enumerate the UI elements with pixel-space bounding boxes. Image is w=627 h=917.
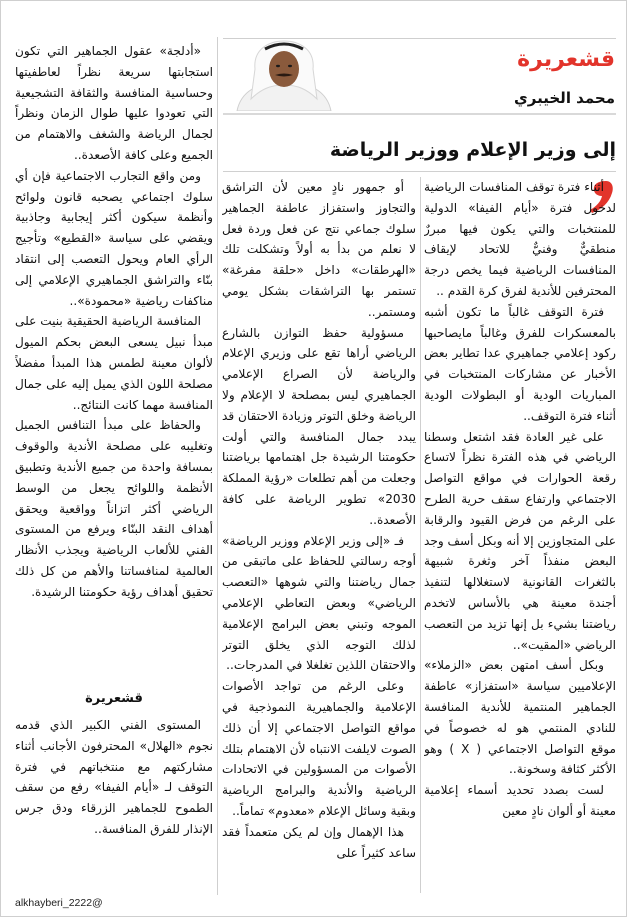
paragraph: والحفاظ على مبدأ التنافس الجميل وتغليبه على مصلحة الأندية والوقوف بمسافة واحدة من جميع الأندية وتطبيق الأنظمة واللوائح يجعل من الوسط الرياضي أكثر اتزاناً وواقعية ويحقق أهداف النقد البنّاء ويرفع من المستوى الفني للألعاب الرياضية ويجذب الأنظار العالمية لمنافساتنا والأهم من كل ذلك تحقيق أهداف رؤية حكومتنا الرشيدة. bbox=[15, 418, 213, 599]
article-column-right bbox=[424, 177, 616, 891]
paragraph: لست بصدد تحديد أسماء إعلامية معينة أو ألوان نادٍ معين bbox=[424, 783, 616, 818]
article-headline: إلى وزير الإعلام ووزير الرياضة bbox=[329, 139, 616, 161]
paragraph: وعلى الرغم من تواجد الأصوات الإعلامية والجماهيرية النموذجية في مواقع التواصل الاجتماعي إلا أن ذلك الصوت لايلفت الانتباه لأن الاهتمام بتلك الأصوات من المسؤولين في الاتحادات الرياضية والأندية والبرامج الرياضية وبقية وسائل الإعلام «معدوم» تماماً.. bbox=[222, 679, 416, 818]
column-divider bbox=[420, 177, 421, 893]
paragraph: ومن واقع التجارب الاجتماعية فإن أي سلوك اجتماعي يصحبه قانون ولوائح وأنظمة سيكون أكثر إيجابية وجاذبية ويقضي على سياسة «القطيع» وتأجيج الرأي العام ويحول التعصب إلى انتقاد بنّاء والتراشق الجماهيري الإعلامي إلى مناكفات رياضية «محمودة».. bbox=[15, 168, 213, 308]
author-name: محمد الخيبري bbox=[514, 89, 615, 107]
header-divider bbox=[223, 113, 616, 115]
paragraph: مسؤولية حفظ التوازن بالشارع الرياضي أراها تقع على وزيري الإعلام والرياضة لأن الصراع الإعلامي الجماهيري ليس بمصلحة لا الإعلام ولا الرياضة وخلق التوتر وزيادة الاحتقان قد يبدد جمال المنافسة والتي أولت حكومتنا الرشيدة جل اهتمامها برياضتنا وجعلت من أهم تطلعات «رؤية المملكة 2030» تطوير الرياضة على كافة الأصعدة.. bbox=[222, 325, 416, 527]
paragraph: وبكل أسف امتهن بعض «الزملاء» الإعلاميين سياسة «استفزاز» عاطفة الجماهير المنتمية للأندية المنافسة للنادي المنتمي هو له خصوصاً في موقع التواصل الاجتماعي ( X ) وهو الأكثر كثافة وسخونة.. bbox=[424, 658, 616, 777]
twitter-handle: alkhayberi_2222@ bbox=[15, 897, 103, 909]
paragraph: على غير العادة فقد اشتعل وسطنا الرياضي في هذه الفترة نظراً لاتساع رقعة الحوارات في مواقع التواصل الاجتماعي وارتفاع سقف حرية الطرح على الرغم من فرض القيود والرقابة على المتجاوزين إلا أنه وبكل أسف وجد البعض منفذاً آخر وثغرة شبيهة بالثغرات القانونية لاستغلالها لتنفيذ أجندة معينة هي بالأساس لاتخدم رياضتنا بشيء بل إنها تزيد من التعصب الرياضي «المقيت».. bbox=[424, 429, 616, 652]
paragraph: المنافسة الرياضية الحقيقية بنيت على مبدأ نبيل يسعى البعض بحكم الميول لألوان معينة لطمس هذا المبدأ مفضلاً مصلحة اللون الذي يميل إليه على جمال المنافسة مهما كانت النتائج.. bbox=[15, 314, 213, 412]
article-column-middle bbox=[222, 177, 416, 891]
column-title: قشعريرة bbox=[517, 47, 615, 72]
paragraph: أثناء فترة توقف المنافسات الرياضية لدخول فترة «أيام الفيفا» الدولية للمنتخبات والتي يكون فيها مبررٌ منطقيٌّ وفنيٌّ للاتحاد لإيقاف المنافسات الرياضية فيما يخص درجة المحترفين للأندية لفرق كرة القدم .. bbox=[424, 180, 616, 298]
paragraph: أو جمهور نادٍ معين لأن التراشق والتجاوز واستفزاز عاطفة الجماهير سلوك جماعي نتج عن فعل وردة فعل لا نعلم من بدأ به أولاً وتشكلت تلك «الهرطقات» داخل «حلقة مفرغة» تستمر بها التراشقات بشكل يومي ومستمر.. bbox=[222, 180, 416, 319]
paragraph: هذا الإهمال وإن لم يكن متعمداً فقد ساعد كثيراً على bbox=[222, 824, 416, 860]
article-column-left-bottom bbox=[15, 715, 213, 893]
column-divider bbox=[217, 37, 218, 895]
paragraph: فترة التوقف غالباً ما تكون أشبه بالمعسكرات للفرق وغالباً مايصاحبها ركود إعلامي جماهيري عدا تطاير بعض الأخبار عن مشاركات المنتخبات في المباريات الودية أو البطولات الودية أثناء فترة التوقف.. bbox=[424, 304, 616, 423]
section-subtitle: قشعريرة bbox=[85, 691, 143, 706]
author-photo bbox=[227, 39, 341, 111]
paragraph: المستوى الفني الكبير الذي قدمه نجوم «الهلال» المحترفون الأجانب أثناء مشاركتهم مع منتخباتهم في فترة التوقف لـ «أيام الفيفا» رفع من سقف الطموح للجماهير الزرقاء ودق جرس الإنذار للفرق المنافسة.. bbox=[15, 718, 213, 836]
paragraph: فـ «إلى وزير الإعلام ووزير الرياضة» أوجه رسالتي للحفاظ على ماتبقى من جمال رياضتنا والتي شوهها «التعصب الرياضي» وبعض التعاطي الإعلامي الموجه وتبني بعض البرامج الإعلامية لذلك التوجه الذي يخلق التوتر والاحتقان اللذين تغلغلا في المدرجات.. bbox=[222, 533, 416, 673]
paragraph: «أدلجة» عقول الجماهير التي تكون استجابتها سريعة نظراً لعاطفيتها وحساسية المنافسة والثقافة التشجيعية التي تعودوا عليها طوال الزمان ونظراً لجمال الرياضة والشغف والاهتمام من الجميع وعلى كافة الأصعدة.. bbox=[15, 44, 213, 162]
article-column-left bbox=[15, 41, 213, 696]
headline-divider bbox=[223, 171, 616, 172]
